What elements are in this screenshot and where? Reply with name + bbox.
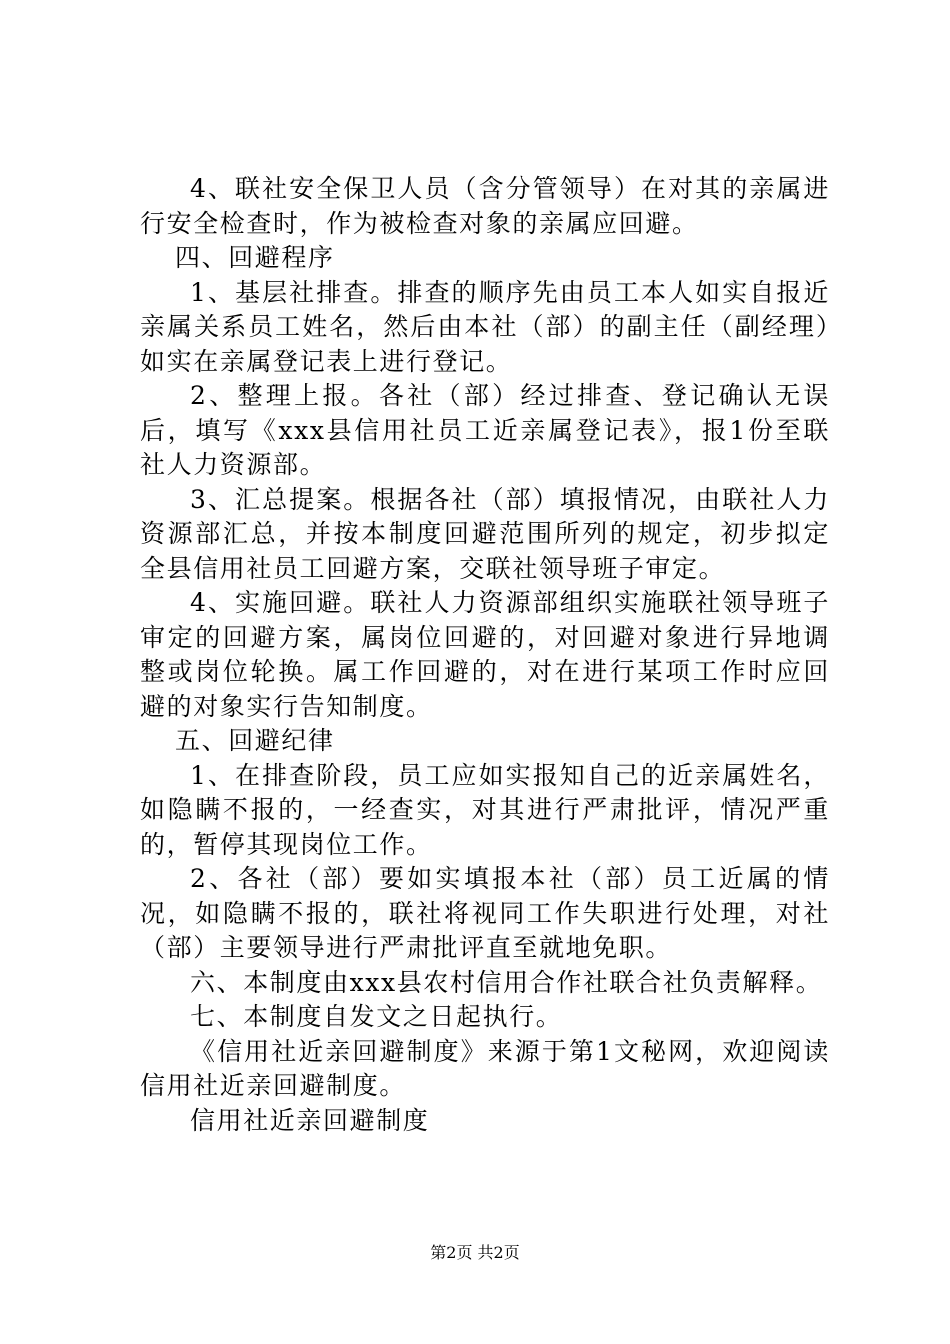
paragraph-implement-avoidance: 4、实施回避。联社人力资源部组织实施联社领导班子审定的回避方案，属岗位回避的，对回避对象进行异地调整或岗位轮换。属工作回避的，对在进行某项工作时应回避的对象实行告知制度。 xyxy=(140,588,830,721)
paragraph-compile-report: 2、整理上报。各社（部）经过排查、登记确认无误后，填写《xxx县信用社员工近亲属登记表》，报1份至联社人力资源部。 xyxy=(140,381,830,479)
paragraph-document-title: 信用社近亲回避制度 xyxy=(190,1105,430,1135)
paragraph-grassroots-check: 1、基层社排查。排查的顺序先由员工本人如实自报近亲属关系员工姓名，然后由本社（部）的副主任（副经理）如实在亲属登记表上进行登记。 xyxy=(140,277,830,376)
paragraph-check-stage-discipline: 1、在排查阶段，员工应如实报知自己的近亲属姓名，如隐瞒不报的，一经查实，对其进行严肃批评，情况严重的，暂停其现岗位工作。 xyxy=(140,760,830,859)
section-heading-avoidance-discipline: 五、回避纪律 xyxy=(175,726,335,755)
paragraph-interpretation-clause: 六、本制度由xxx县农村信用合作社联合社负责解释。 xyxy=(190,967,823,997)
document-body xyxy=(140,172,830,1138)
paragraph-source-note: 《信用社近亲回避制度》来源于第1文秘网，欢迎阅读信用社近亲回避制度。 xyxy=(140,1036,830,1100)
paragraph-summary-proposal: 3、汇总提案。根据各社（部）填报情况，由联社人力资源部汇总，并按本制度回避范围所列的规定，初步拟定全县信用社员工回避方案，交联社领导班子审定。 xyxy=(140,484,830,583)
page-number-footer: 第2页 共2页 xyxy=(430,1243,520,1262)
paragraph-branch-report-discipline: 2、各社（部）要如实填报本社（部）员工近属的情况，如隐瞒不报的，联社将视同工作失职进行处理，对社（部）主要领导进行严肃批评直至就地免职。 xyxy=(140,864,830,962)
paragraph-security-staff-avoidance: 4、联社安全保卫人员（含分管领导）在对其的亲属进行安全检查时，作为被检查对象的亲属应回避。 xyxy=(140,174,830,238)
paragraph-effective-date: 七、本制度自发文之日起执行。 xyxy=(190,1002,563,1031)
section-heading-avoidance-procedure: 四、回避程序 xyxy=(175,243,335,272)
